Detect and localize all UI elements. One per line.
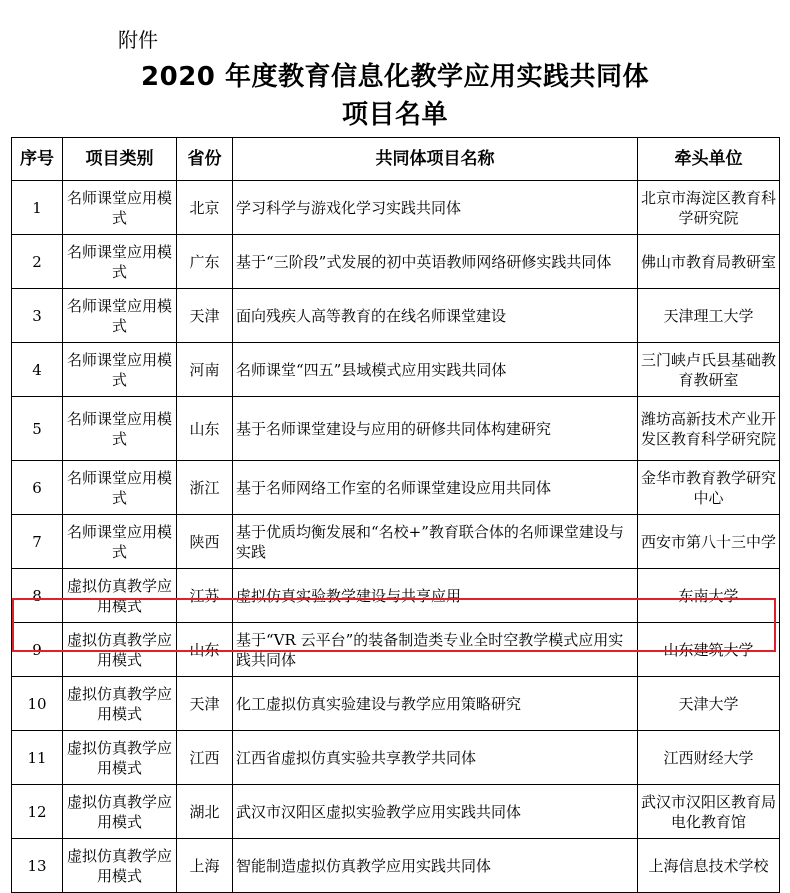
cell-no: 3 [12,289,63,343]
document-title: 2020 年度教育信息化教学应用实践共同体 [141,62,649,92]
cell-province: 上海 [177,839,233,893]
cell-project-name: 基于优质均衡发展和“名校+”教育联合体的名师课堂建设与实践 [233,515,638,569]
cell-category: 虚拟仿真教学应用模式 [63,677,177,731]
table-row [12,235,780,289]
attachment-label: 附件 [118,28,158,52]
cell-no: 4 [12,343,63,397]
header-project-name: 共同体项目名称 [233,138,638,181]
cell-no: 11 [12,731,63,785]
cell-lead-org: 金华市教育教学研究中心 [638,461,780,515]
cell-category: 名师课堂应用模式 [63,289,177,343]
cell-province: 湖北 [177,785,233,839]
cell-province: 陕西 [177,515,233,569]
cell-project-name: 学习科学与游戏化学习实践共同体 [233,181,638,235]
table-row [12,515,780,569]
cell-lead-org: 东南大学 [638,569,780,623]
cell-province: 江西 [177,731,233,785]
table-header-row [12,138,780,181]
table-row [12,569,780,623]
project-list-table [11,137,780,893]
header-no: 序号 [12,138,63,181]
cell-category: 名师课堂应用模式 [63,461,177,515]
table-row [12,181,780,235]
cell-province: 天津 [177,677,233,731]
cell-lead-org: 山东建筑大学 [638,623,780,677]
cell-category: 名师课堂应用模式 [63,515,177,569]
cell-project-name: 化工虚拟仿真实验建设与教学应用策略研究 [233,677,638,731]
cell-province: 浙江 [177,461,233,515]
cell-province: 广东 [177,235,233,289]
cell-no: 9 [12,623,63,677]
cell-province: 江苏 [177,569,233,623]
cell-project-name: 武汉市汉阳区虚拟实验教学应用实践共同体 [233,785,638,839]
table-row [12,397,780,461]
table-row [12,731,780,785]
cell-province: 北京 [177,181,233,235]
header-lead-org: 牵头单位 [638,138,780,181]
cell-no: 5 [12,397,63,461]
header-province: 省份 [177,138,233,181]
cell-no: 2 [12,235,63,289]
cell-lead-org: 天津理工大学 [638,289,780,343]
table-row-highlighted [12,623,780,677]
table-row [12,677,780,731]
cell-project-name: 智能制造虚拟仿真教学应用实践共同体 [233,839,638,893]
cell-category: 虚拟仿真教学应用模式 [63,839,177,893]
cell-no: 7 [12,515,63,569]
cell-project-name: 虚拟仿真实验教学建设与共享应用 [233,569,638,623]
cell-project-name: 名师课堂“四五”县域模式应用实践共同体 [233,343,638,397]
cell-category: 虚拟仿真教学应用模式 [63,623,177,677]
cell-province: 山东 [177,397,233,461]
cell-lead-org: 武汉市汉阳区教育局电化教育馆 [638,785,780,839]
document-subtitle: 项目名单 [341,100,448,130]
cell-project-name: 基于“三阶段”式发展的初中英语教师网络研修实践共同体 [233,235,638,289]
cell-province: 河南 [177,343,233,397]
cell-lead-org: 上海信息技术学校 [638,839,780,893]
cell-no: 10 [12,677,63,731]
cell-category: 虚拟仿真教学应用模式 [63,785,177,839]
cell-no: 1 [12,181,63,235]
table-row [12,289,780,343]
cell-project-name: 基于“VR 云平台”的装备制造类专业全时空教学模式应用实践共同体 [233,623,638,677]
cell-category: 名师课堂应用模式 [63,343,177,397]
cell-project-name: 基于名师课堂建设与应用的研修共同体构建研究 [233,397,638,461]
cell-province: 山东 [177,623,233,677]
cell-lead-org: 江西财经大学 [638,731,780,785]
cell-category: 名师课堂应用模式 [63,235,177,289]
cell-province: 天津 [177,289,233,343]
cell-project-name: 面向残疾人高等教育的在线名师课堂建设 [233,289,638,343]
table-row [12,343,780,397]
cell-category: 虚拟仿真教学应用模式 [63,731,177,785]
cell-no: 13 [12,839,63,893]
cell-lead-org: 北京市海淀区教育科学研究院 [638,181,780,235]
cell-project-name: 基于名师网络工作室的名师课堂建设应用共同体 [233,461,638,515]
cell-lead-org: 西安市第八十三中学 [638,515,780,569]
cell-category: 名师课堂应用模式 [63,181,177,235]
cell-lead-org: 天津大学 [638,677,780,731]
cell-no: 8 [12,569,63,623]
table-row [12,839,780,893]
cell-no: 12 [12,785,63,839]
table-row [12,461,780,515]
cell-category: 名师课堂应用模式 [63,397,177,461]
header-category: 项目类别 [63,138,177,181]
cell-lead-org: 佛山市教育局教研室 [638,235,780,289]
cell-no: 6 [12,461,63,515]
cell-project-name: 江西省虚拟仿真实验共享教学共同体 [233,731,638,785]
cell-lead-org: 潍坊高新技术产业开发区教育科学研究院 [638,397,780,461]
cell-lead-org: 三门峡卢氏县基础教育教研室 [638,343,780,397]
cell-category: 虚拟仿真教学应用模式 [63,569,177,623]
table-row [12,785,780,839]
